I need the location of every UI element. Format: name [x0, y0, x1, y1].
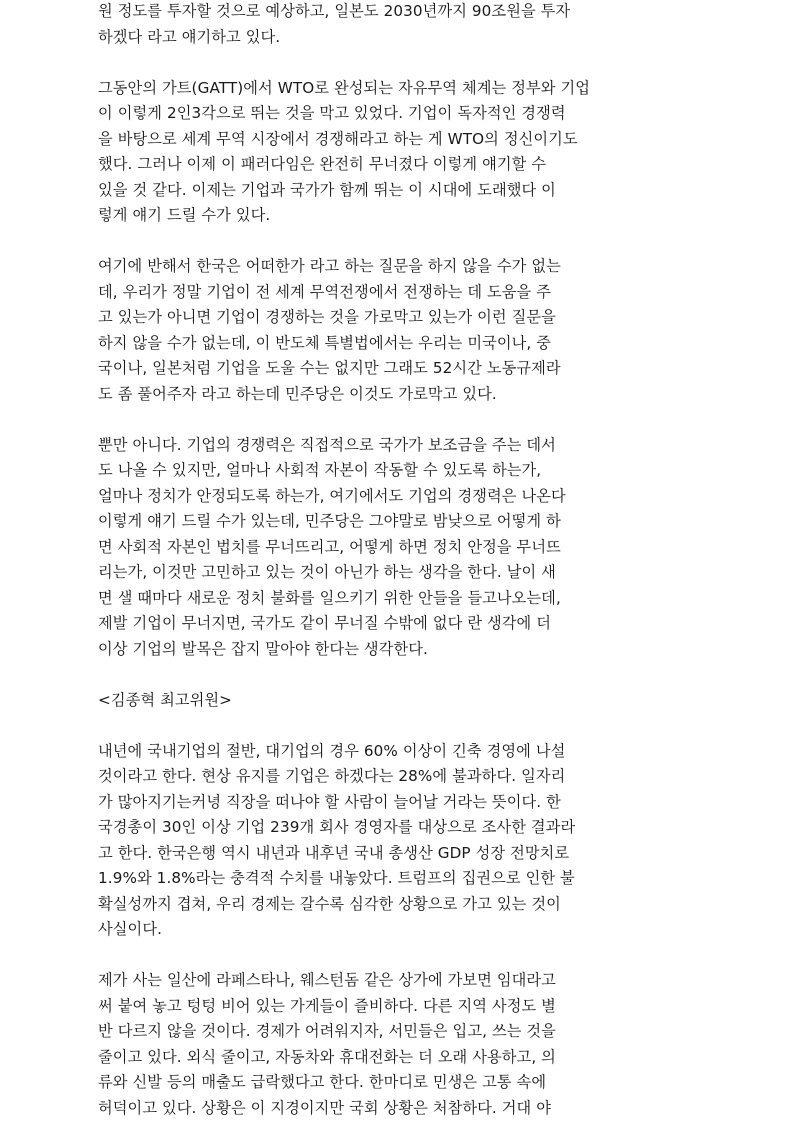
text-line: 이 이렇게 2인3각으로 뛰는 것을 막고 있었다. 기업이 독자적인 경쟁력 [98, 104, 566, 122]
text-line: 반 다르지 않을 것이다. 경제가 어려워지자, 서민들은 입고, 쓰는 것을 [98, 1022, 556, 1040]
paragraph-gap [98, 50, 698, 76]
paragraph-gap [98, 943, 698, 969]
text-line: 것이라고 한다. 현상 유지를 기업은 하겠다는 28%에 불과하다. 일자리 [98, 767, 566, 785]
text-line: 렇게 얘기 드릴 수가 있다. [98, 206, 271, 224]
text-line: 데, 우리가 정말 기업이 전 세계 무역전쟁에서 전쟁하는 데 도움을 주 [98, 282, 552, 301]
paragraph [98, 968, 698, 1121]
text-line: 써 붙여 놓고 텅텅 비어 있는 가게들이 즐비하다. 다른 지역 사정도 별 [98, 996, 556, 1015]
text-line: 그동안의 가트(GATT)에서 WTO로 완성되는 자유무역 체계는 정부와 기업 [98, 78, 591, 97]
text-line: 도 나올 수 있지만, 얼마나 사회적 자본이 작동할 수 있도록 하는가, [98, 461, 542, 479]
text-line: 1.9%와 1.8%라는 충격적 수치를 내놓았다. 트럼프의 집권으로 인한 불 [98, 869, 575, 887]
text-line: 했다. 그러나 이제 이 패러다임은 완전히 무너졌다 이렇게 얘기할 수 [98, 155, 547, 173]
text-line: 고 있는가 아니면 기업이 경쟁하는 것을 가로막고 있는가 이런 질문을 [98, 308, 556, 326]
paragraph [98, 0, 698, 50]
paragraph-gap [98, 713, 698, 739]
text-line: 면 샐 때마다 새로운 정치 불화를 일으키기 위한 안들을 들고나오는데, [98, 588, 561, 607]
document-page [98, 0, 698, 1121]
text-line: 류와 신발 등의 매출도 급락했다고 한다. 한마디로 민생은 고통 속에 [98, 1073, 547, 1091]
paragraph [98, 433, 698, 663]
text-line: 있을 것 같다. 이제는 기업과 국가가 함께 뛰는 이 시대에 도래했다 이 [98, 180, 556, 199]
speaker-name: <김종혁 최고위원> [98, 690, 232, 709]
paragraph [98, 76, 698, 229]
text-line: 을 바탕으로 세계 무역 시장에서 경쟁해라고 하는 게 WTO의 정신이기도 [98, 129, 578, 148]
text-line: 가 많아지기는커녕 직장을 떠나야 할 사람이 늘어날 거라는 뜻이다. 한 [98, 792, 561, 811]
paragraph-gap [98, 407, 698, 433]
speaker-heading [98, 688, 698, 714]
text-line: 확실성까지 겹쳐, 우리 경제는 갈수록 심각한 상황으로 가고 있는 것이 [98, 894, 561, 913]
text-line: 리는가, 이것만 고민하고 있는 것이 아닌가 하는 생각을 한다. 날이 새 [98, 563, 556, 581]
paragraph [98, 739, 698, 943]
text-line: 여기에 반해서 한국은 어떠한가 라고 하는 질문을 하지 않을 수가 없는 [98, 257, 561, 275]
text-line: 국경총이 30인 이상 기업 239개 회사 경영자를 대상으로 조사한 결과라 [98, 818, 576, 836]
text-line: 제발 기업이 무너지면, 국가도 같이 무너질 수밖에 없다 란 생각에 더 [98, 614, 552, 632]
text-line: 얼마나 정치가 안정되도록 하는가, 여기에서도 기업의 경쟁력은 나온다 [98, 486, 566, 505]
text-line: 하지 않을 수가 없는데, 이 반도체 특별법에서는 우리는 미국이나, 중 [98, 333, 552, 352]
text-line: 이상 기업의 발목은 잡지 말아야 한다는 생각한다. [98, 639, 428, 658]
text-line: 고 한다. 한국은행 역시 내년과 내후년 국내 총생산 GDP 성장 전망치로 [98, 843, 570, 862]
text-line: 제가 사는 일산에 라페스타나, 웨스턴돔 같은 상가에 가보면 임대라고 [98, 971, 556, 989]
text-line: 뿐만 아니다. 기업의 경쟁력은 직접적으로 국가가 보조금을 주는 데서 [98, 435, 556, 454]
text-line: 줄이고 있다. 외식 줄이고, 자동차와 휴대전화는 더 오래 사용하고, 의 [98, 1047, 556, 1066]
text-line: 면 사회적 자본인 법치를 무너뜨리고, 어떻게 하면 정치 안정을 무너뜨 [98, 537, 561, 556]
text-line: 원 정도를 투자할 것으로 예상하고, 일본도 2030년까지 90조원을 투자 [98, 2, 571, 20]
text-line: 이렇게 얘기 드릴 수가 있는데, 민주당은 그야말로 밤낮으로 어떻게 하 [98, 512, 561, 530]
paragraph-gap [98, 662, 698, 688]
text-line: 내년에 국내기업의 절반, 대기업의 경우 60% 이상이 긴축 경영에 나설 [98, 741, 566, 760]
paragraph [98, 254, 698, 407]
text-line: 도 좀 풀어주자 라고 하는데 민주당은 이것도 가로막고 있다. [98, 384, 497, 403]
paragraph-gap [98, 229, 698, 255]
text-line: 허덕이고 있다. 상황은 이 지경이지만 국회 상황은 처참하다. 거대 야 [98, 1098, 552, 1117]
text-line: 국이나, 일본처럼 기업을 도울 수는 없지만 그래도 52시간 노동규제라 [98, 359, 561, 377]
text-line: 사실이다. [98, 920, 163, 938]
text-line: 하겠다 라고 얘기하고 있다. [98, 27, 281, 46]
